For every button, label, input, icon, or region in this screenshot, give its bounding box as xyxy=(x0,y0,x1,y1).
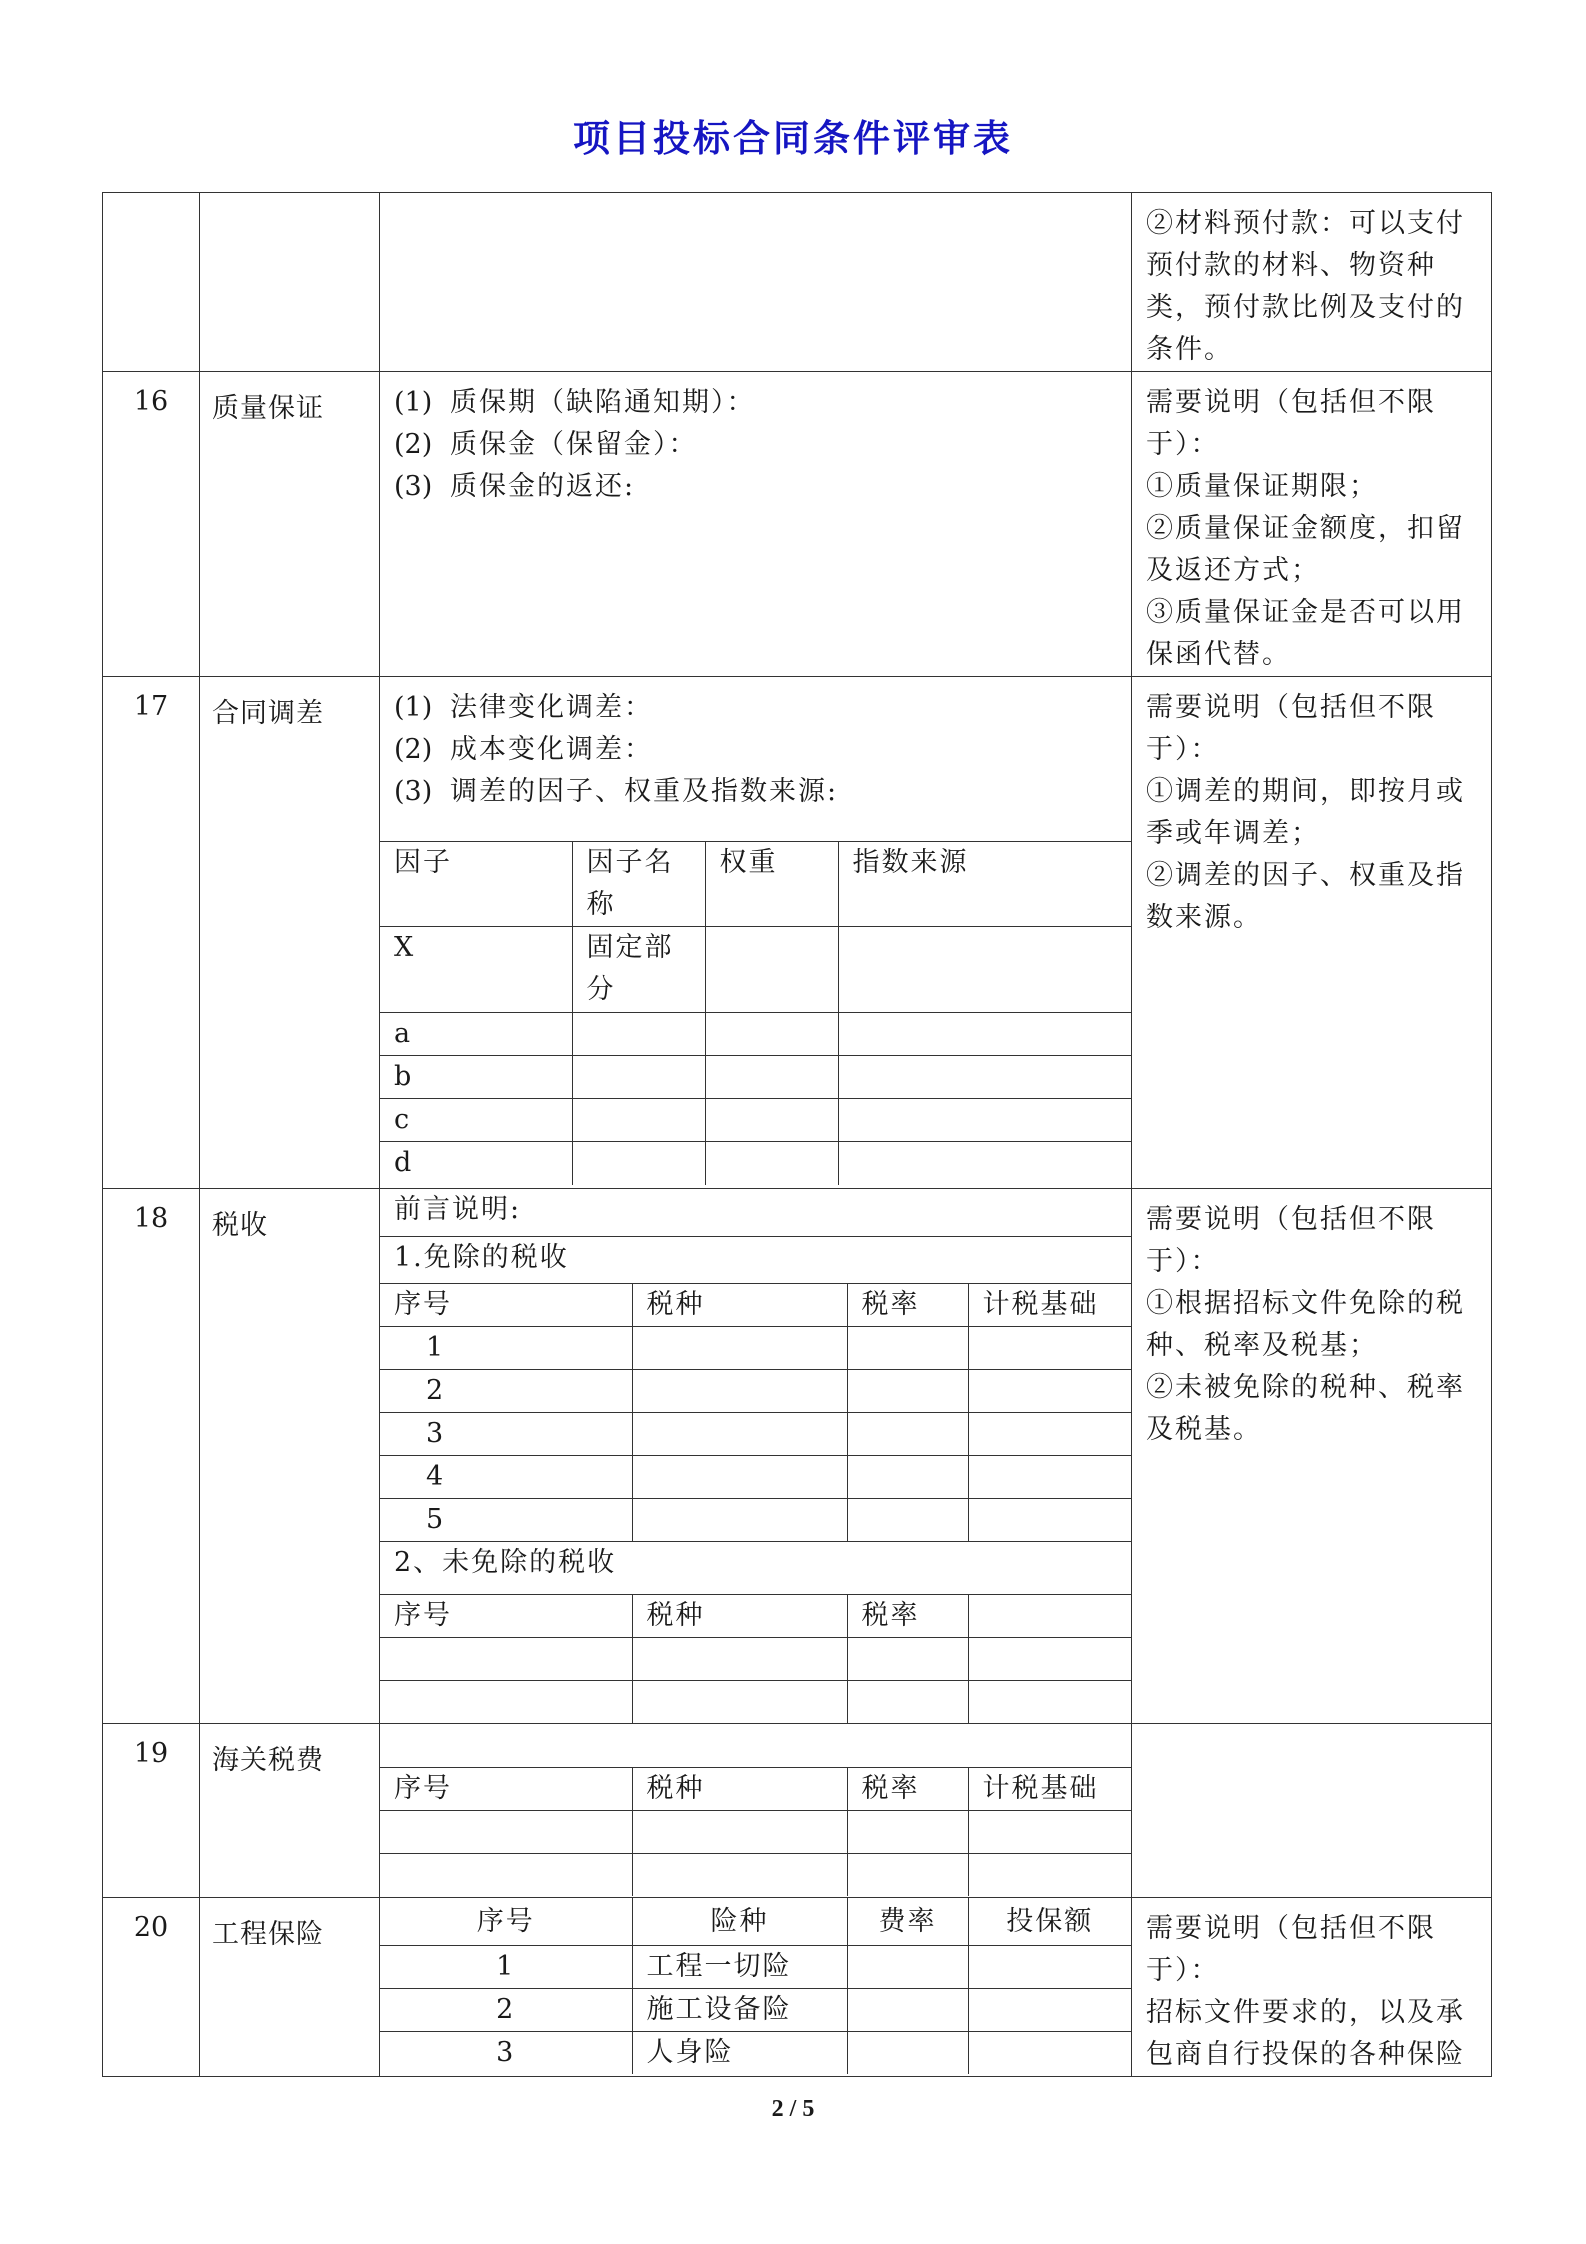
header-cell: 税率 xyxy=(847,1767,968,1810)
table-row-continued xyxy=(103,193,1492,372)
factor-cell: c xyxy=(380,1099,572,1142)
header-cell: 序号 xyxy=(380,1767,632,1810)
content-cell xyxy=(380,372,1132,677)
content-cell xyxy=(380,1189,1132,1724)
header-cell: 因子 xyxy=(380,842,572,927)
header-cell: 计税基础 xyxy=(968,1283,1131,1326)
table-row-20 xyxy=(103,1898,1492,2077)
customs-header-row xyxy=(380,1767,1131,1810)
row-number: 17 xyxy=(103,677,200,1189)
header-cell: 税率 xyxy=(847,1594,968,1637)
content-cell xyxy=(380,677,1132,1189)
content-cell xyxy=(380,193,1132,372)
preface-text: 前言说明: xyxy=(380,1189,1131,1236)
exempt-header-row xyxy=(380,1283,1131,1326)
table-row: 3 人身险 xyxy=(380,2031,1131,2074)
table-row-19 xyxy=(103,1724,1492,1898)
header-cell: 计税基础 xyxy=(968,1767,1131,1810)
row-number-cell xyxy=(103,193,200,372)
factor-cell: d xyxy=(380,1142,572,1185)
row-category: 海关税费 xyxy=(200,1724,380,1898)
header-cell xyxy=(968,1594,1131,1637)
factor-row xyxy=(380,1099,1131,1142)
customs-table xyxy=(380,1724,1131,1896)
quality-items xyxy=(380,372,1131,508)
header-cell: 税率 xyxy=(847,1283,968,1326)
note-cell: ②材料预付款：可以支付预付款的材料、物资种类，预付款比例及支付的条件。 xyxy=(1132,193,1492,372)
header-cell: 权重 xyxy=(705,842,838,927)
list-item: (2) 质保金（保留金）： xyxy=(394,429,698,460)
nonexempt-header-row xyxy=(380,1594,1131,1637)
review-table xyxy=(102,192,1492,2077)
header-cell: 税种 xyxy=(632,1767,847,1810)
note-cell: 需要说明（包括但不限 于）： ①质量保证期限； ②质量保证金额度，扣留 及返还方式； ③质量保证金是否可以用 保函代替。 xyxy=(1132,372,1492,677)
row-category: 税收 xyxy=(200,1189,380,1724)
header-cell: 投保额 xyxy=(968,1898,1131,1945)
row-category: 质量保证 xyxy=(200,372,380,677)
table-row xyxy=(380,1680,1131,1723)
factor-cell: b xyxy=(380,1056,572,1099)
table-row: 3 xyxy=(380,1412,1131,1455)
note-cell: 需要说明（包括但不限 于）： 招标文件要求的，以及承 包商自行投保的各种保险 xyxy=(1132,1898,1492,2077)
header-cell: 序号 xyxy=(380,1283,632,1326)
category-cell xyxy=(200,193,380,372)
table-row xyxy=(380,1853,1131,1896)
list-item: (1) 质保期（缺陷通知期）： xyxy=(394,387,756,418)
table-row xyxy=(380,1637,1131,1680)
table-row: 1 xyxy=(380,1326,1131,1369)
header-cell: 费率 xyxy=(847,1898,968,1945)
factor-cell: X xyxy=(380,927,572,1013)
table-row-18 xyxy=(103,1189,1492,1724)
table-row: 1 工程一切险 xyxy=(380,1945,1131,1988)
factor-row xyxy=(380,1142,1131,1185)
row-category: 合同调差 xyxy=(200,677,380,1189)
row-number: 19 xyxy=(103,1724,200,1898)
insurance-header-row xyxy=(380,1898,1131,1945)
table-row-17 xyxy=(103,677,1492,1189)
page-title: 项目投标合同条件评审表 xyxy=(573,117,1013,160)
factor-cell: a xyxy=(380,1013,572,1056)
row-number: 20 xyxy=(103,1898,200,2077)
table-row: 5 xyxy=(380,1498,1131,1541)
insurance-table xyxy=(380,1898,1131,2074)
header-cell: 税种 xyxy=(632,1283,847,1326)
exempt-title: 1.免除的税收 xyxy=(380,1236,1131,1283)
factor-row xyxy=(380,927,1131,1013)
factor-name-cell: 固定部分 xyxy=(572,927,705,1013)
list-item: (2) 成本变化调差： xyxy=(394,734,653,765)
adjustment-items xyxy=(380,677,1131,841)
factor-header-row xyxy=(380,842,1131,927)
nonexempt-title: 2、未免除的税收 xyxy=(380,1541,1131,1594)
note-cell: 需要说明（包括但不限 于）： ①根据招标文件免除的税 种、税率及税基； ②未被免除的税种、税率 及税基。 xyxy=(1132,1189,1492,1724)
list-item: (3) 调差的因子、权重及指数来源: xyxy=(394,776,839,807)
list-item: (3) 质保金的返还: xyxy=(394,471,636,502)
row-category: 工程保险 xyxy=(200,1898,380,2077)
header-cell: 税种 xyxy=(632,1594,847,1637)
weight-cell xyxy=(705,927,838,1013)
tax-table xyxy=(380,1189,1131,1723)
factor-table xyxy=(380,841,1131,1185)
table-row xyxy=(380,1810,1131,1853)
factor-row xyxy=(380,1056,1131,1099)
content-cell xyxy=(380,1724,1132,1898)
row-number: 18 xyxy=(103,1189,200,1724)
header-cell: 序号 xyxy=(380,1898,632,1945)
page-number: 2 / 5 xyxy=(771,2096,815,2122)
table-row: 2 施工设备险 xyxy=(380,1988,1131,2031)
header-cell: 指数来源 xyxy=(838,842,1131,927)
note-cell xyxy=(1132,1724,1492,1898)
table-row-16 xyxy=(103,372,1492,677)
note-cell: 需要说明（包括但不限 于）： ①调差的期间，即按月或 季或年调差； ②调差的因子、权重及指 数来源。 xyxy=(1132,677,1492,1189)
source-cell xyxy=(838,927,1131,1013)
list-item: (1) 法律变化调差： xyxy=(394,692,653,723)
content-cell xyxy=(380,1898,1132,2077)
header-cell: 险种 xyxy=(632,1898,847,1945)
table-row: 4 xyxy=(380,1455,1131,1498)
header-cell: 因子名称 xyxy=(572,842,705,927)
header-cell: 序号 xyxy=(380,1594,632,1637)
row-number: 16 xyxy=(103,372,200,677)
table-row: 2 xyxy=(380,1369,1131,1412)
factor-row xyxy=(380,1013,1131,1056)
